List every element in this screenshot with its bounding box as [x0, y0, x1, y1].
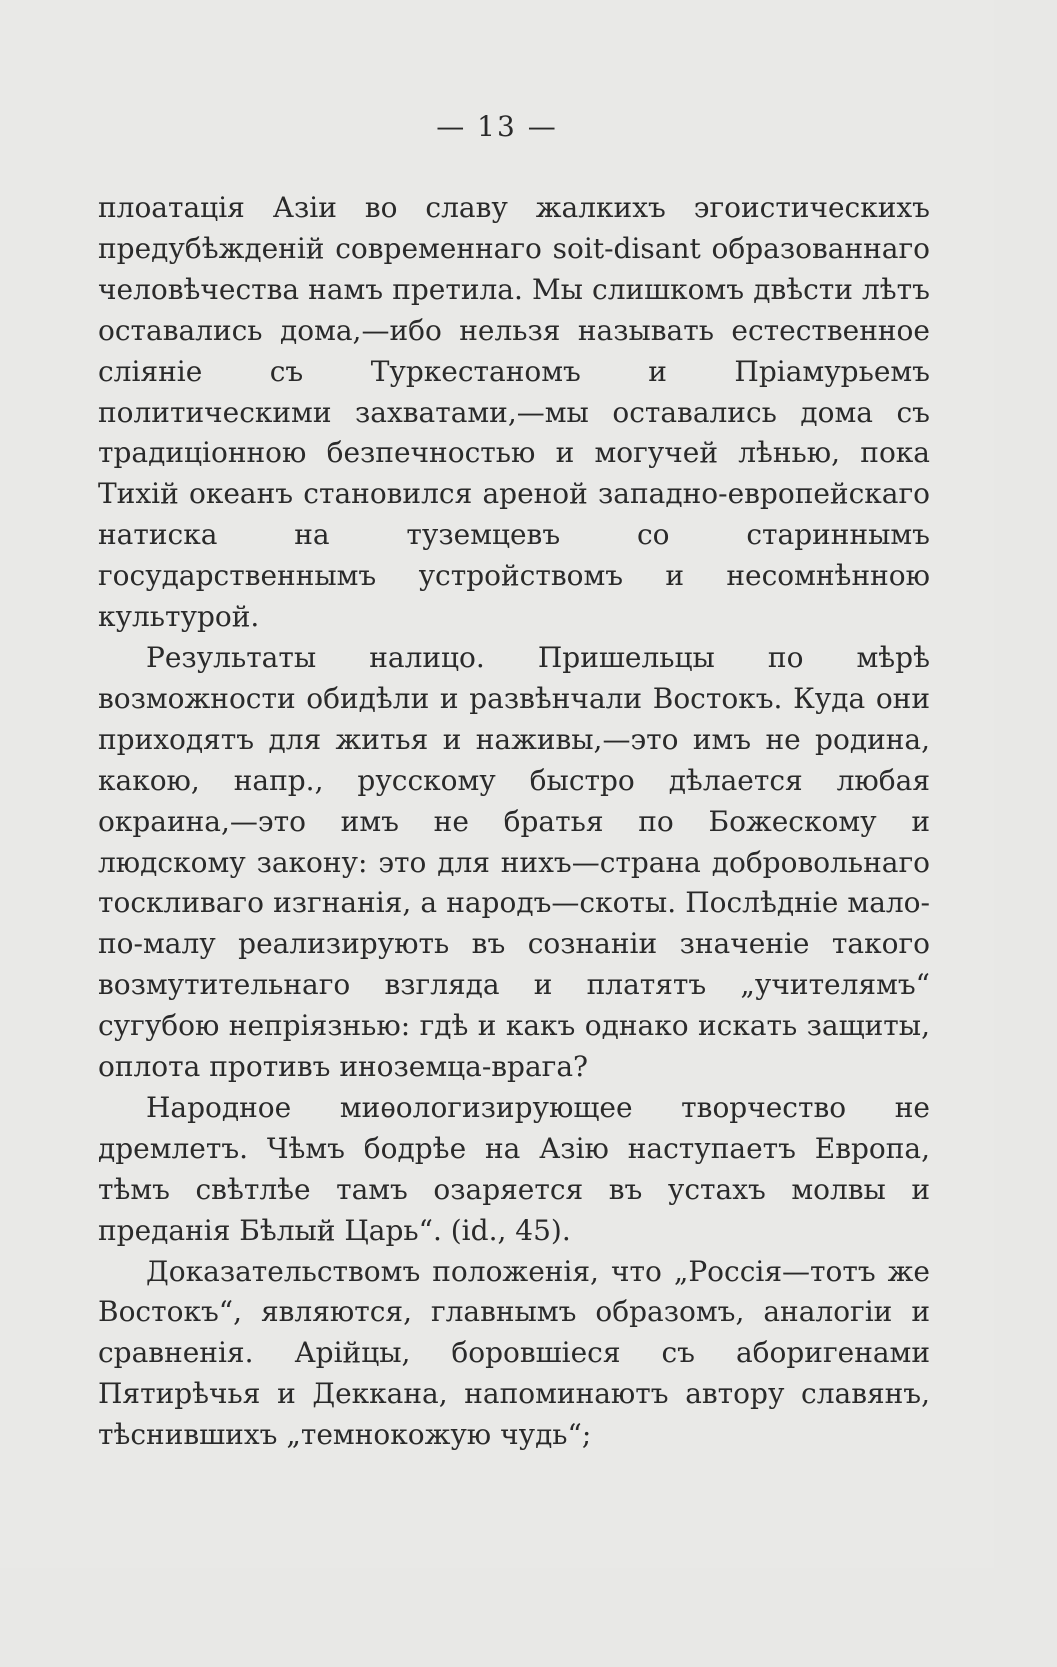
- paragraph: Доказательствомъ положенія, что „Россія—тотъ же Востокъ“, являются, главнымъ образомъ, аналогіи и сравненія. Арійцы, боровшіеся съ аборигенами Пятирѣчья и Деккана, напоминаютъ автору славянъ, тѣснившихъ „темнокожую чудь“;: [98, 1254, 930, 1452]
- paragraph-continuation: плоатація Азіи во славу жалкихъ эгоистическихъ предубѣжденій современнаго soit-disant образованнаго человѣчества намъ претила. Мы слишкомъ двѣсти лѣтъ оставались дома,—ибо нельзя называть естественное сліяніе съ Туркестаномъ и Пріамурьемъ политическими захватами,—мы оставались дома съ традиціонною безпечностью и могучей лѣнью, пока Тихій океанъ становился ареной западно-европейскаго натиска на туземцевъ со стариннымъ государственнымъ устройствомъ и несомнѣнною культурой.: [98, 191, 930, 634]
- page-number: — 13 —: [436, 110, 558, 143]
- paragraph: Народное миѳологизирующее творчество не дремлетъ. Чѣмъ бодрѣе на Азію наступаетъ Европа, тѣмъ свѣтлѣе тамъ озаряется въ устахъ молвы и преданія Бѣлый Царь“. (id., 45).: [98, 1090, 930, 1247]
- body-text: [98, 188, 930, 1456]
- paragraph: Результаты налицо. Пришельцы по мѣрѣ возможности обидѣли и развѣнчали Востокъ. Куда они приходятъ для житья и наживы,—это имъ не родина, какою, напр., русскому быстро дѣлается любая окраина,—это имъ не братья по Божескому и людскому закону: это для нихъ—страна добровольнаго тоскливаго изгнанія, а народъ—скоты. Послѣдніе мало-по-малу реализирують въ сознаніи значеніе такого возмутительнаго взгляда и платятъ „учителямъ“ сугубою непріязнью: гдѣ и какъ однако искать защиты, оплота противъ иноземца-врага?: [98, 640, 930, 1084]
